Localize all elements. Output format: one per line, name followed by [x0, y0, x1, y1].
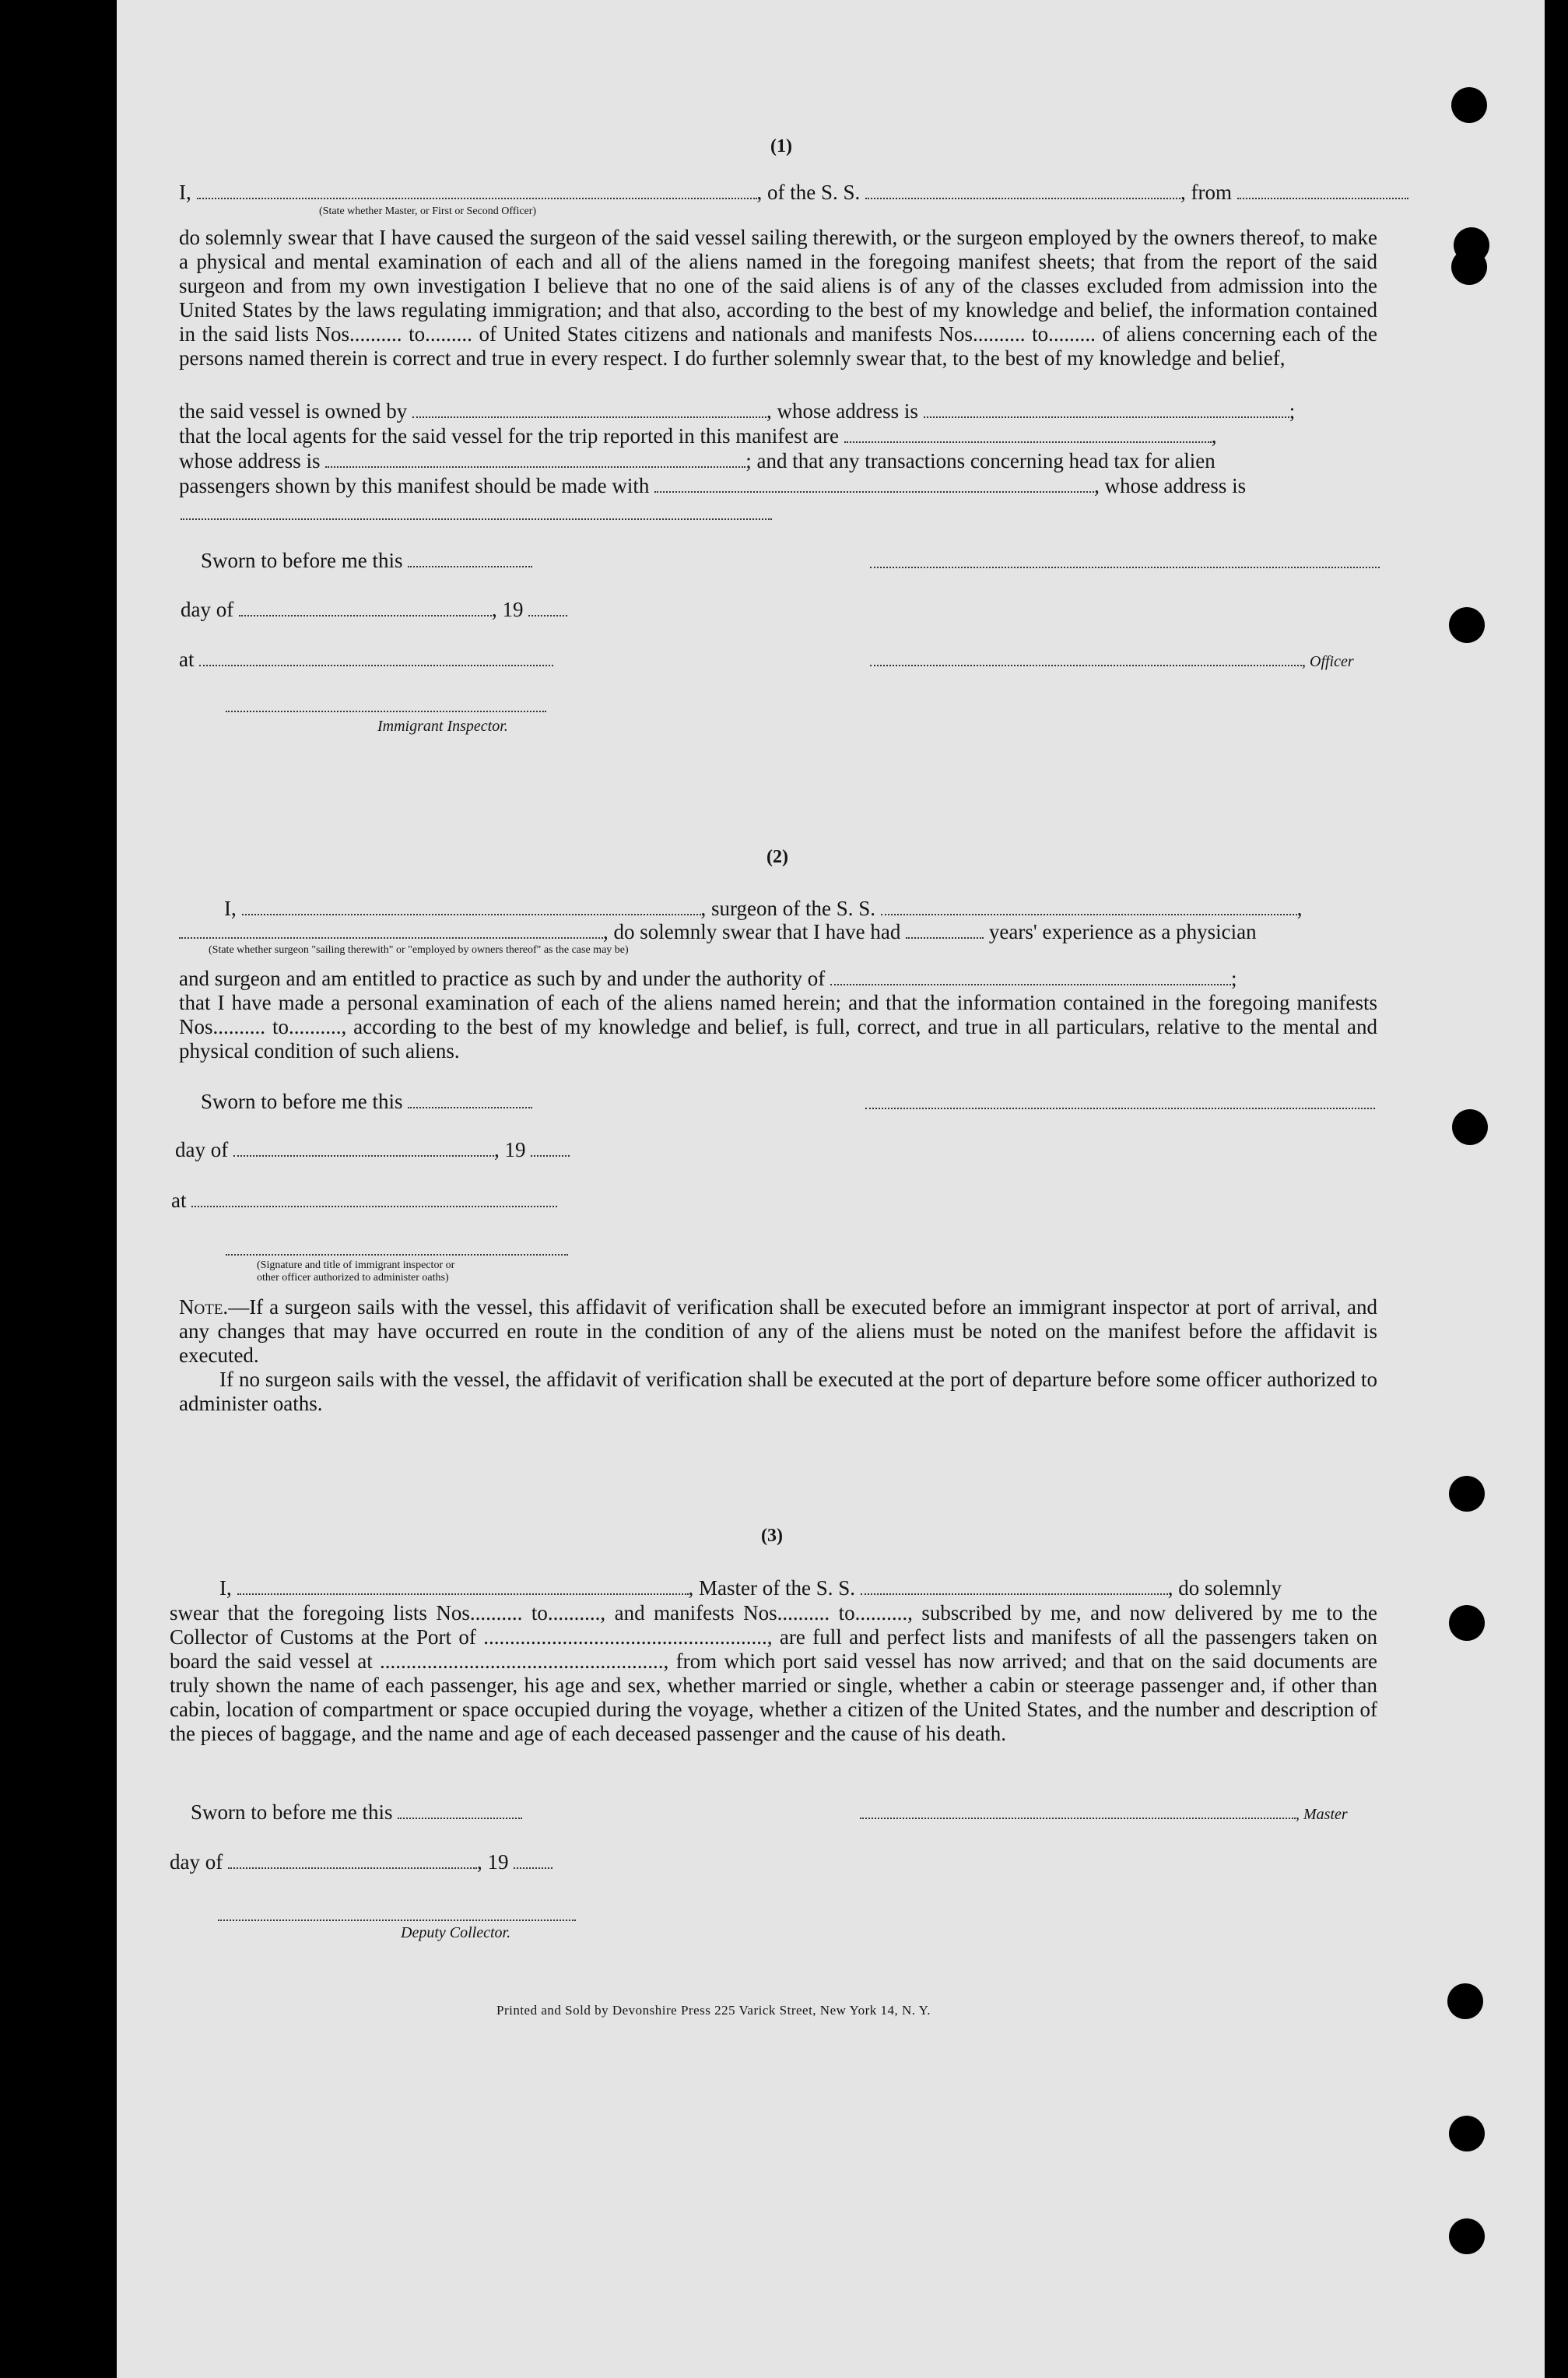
s3-body: swear that the foregoing lists Nos.......... to.........., and manifests Nos.......... to.........., subscribed by me, and now delivered by me to the Collector of Customs at the Port of ......................................................, are full and perfect lists and manifests of all the passengers taken on board the said vessel at ......................................................, from which port said vessel has now arrived; and that on the said documents are truly shown the name of each passenger, his age and sex, whether married or single, whether a cabin or steerage passenger and, if other than cabin, location of compartment or space occupied during the voyage, whether a citizen of the United States, and the number and description of the pieces of baggage, and the name and age of each deceased passenger and the cause of his death.	[170, 1601, 1377, 1745]
note-label: Note.	[179, 1295, 229, 1319]
s1-officer-line	[870, 648, 1354, 672]
section-2-number: (2)	[766, 847, 788, 867]
punch-hole	[1451, 249, 1487, 285]
punch-hole	[1449, 1605, 1485, 1641]
s2-line1: I, , surgeon of the S. S. ,	[224, 897, 1303, 920]
s2-sig-note-1: (Signature and title of immigrant inspector or	[257, 1259, 455, 1271]
s2-state-note: (State whether surgeon "sailing therewith" or "employed by owners thereof" as the case may be)	[209, 944, 629, 956]
punch-hole	[1449, 1476, 1485, 1512]
s1-owned-line: the said vessel is owned by , whose address is ;	[179, 399, 1296, 423]
s1-at: at	[179, 648, 553, 672]
s3-master-line: , Master	[860, 1800, 1348, 1825]
s1-body	[179, 226, 1377, 371]
s2-sworn: Sworn to before me this	[201, 1090, 532, 1114]
s3-line1: I, , Master of the S. S. , do solemnly	[219, 1576, 1282, 1600]
s3-day-of: day of , 19	[170, 1850, 552, 1874]
s2-sig-note-2: other officer authorized to administer oaths)	[257, 1272, 449, 1284]
s3-deputy: Deputy Collector.	[401, 1924, 511, 1941]
punch-hole	[1451, 87, 1487, 123]
s2-note: Note.—If a surgeon sails with the vessel, this affidavit of verification shall be executed before an immigrant inspector at port of arrival, and any changes that may have occurred en route in the condition of any of the aliens must be noted on the manifest before the affidavit is executed. If no surgeon sails with the vessel, the affidavit of verification shall be executed at the port of departure before some officer authorized to administer oaths.	[179, 1295, 1377, 1415]
s2-day-of: day of , 19	[175, 1138, 570, 1162]
s3-sworn: Sworn to before me this	[191, 1800, 522, 1825]
s1-body-text: do solemnly swear that I have caused the surgeon of the said vessel sailing therewith, or the surgeon employed by the owners thereof, to make a physical and mental examination of each and all of the aliens named in the foregoing manifest sheets; that from the report of the said surgeon and from my own investigation I believe that no one of the said aliens is of any of the classes excluded from admission into the United States by the laws regulating immigration; and that also, according to the best of my knowledge and belief, the information contained in the said lists Nos.......... to......... of United States citizens and nationals and manifests Nos.......... to......... of aliens concerning each of the persons named therein is correct and true in every respect. I do further solemnly swear that, to the best of my knowledge and belief,	[179, 226, 1377, 370]
s1-state-note: (State whether Master, or First or Second Officer)	[319, 205, 537, 217]
punch-hole	[1452, 1109, 1488, 1145]
s2-line2: , do solemnly swear that I have had years' experience as a physician	[179, 920, 1257, 944]
punch-hole	[1449, 2116, 1485, 2151]
s1-agents-line: that the local agents for the said vessel for the trip reported in this manifest are ,	[179, 424, 1217, 448]
s1-i: I,	[179, 181, 191, 204]
punch-hole	[1449, 607, 1485, 643]
s2-body: that I have made a personal examination of each of the aliens named herein; and that the information contained in the foregoing manifests Nos.......... to.........., according to the best of my knowledge and belief, is full, correct, and true in all particulars, relative to the mental and physical condition of such aliens.	[179, 991, 1377, 1063]
s2-authority: and surgeon and am entitled to practice as such by and under the authority of ;	[179, 967, 1237, 990]
s1-officer: , Officer	[1302, 653, 1354, 670]
punch-hole	[1449, 2218, 1485, 2254]
s1-day-of: day of , 19	[181, 598, 567, 622]
section-3-number: (3)	[761, 1526, 783, 1546]
punch-hole	[1447, 1983, 1483, 2019]
s1-from: , from	[1180, 181, 1232, 204]
s1-address-line: whose address is ; and that any transactions concerning head tax for alien	[179, 449, 1215, 472]
s2-at: at	[171, 1189, 557, 1213]
s1-passengers-line: passengers shown by this manifest should be made with , whose address is	[179, 474, 1247, 497]
section-1-number: (1)	[770, 136, 792, 156]
s1-sworn: Sworn to before me this	[201, 549, 532, 573]
s1-of-ss: , of the S. S.	[756, 181, 861, 204]
s1-inspector: Immigrant Inspector.	[377, 718, 508, 735]
s1-line1	[179, 181, 1408, 205]
printer-footer: Printed and Sold by Devonshire Press 225 Varick Street, New York 14, N. Y.	[496, 2003, 931, 2018]
